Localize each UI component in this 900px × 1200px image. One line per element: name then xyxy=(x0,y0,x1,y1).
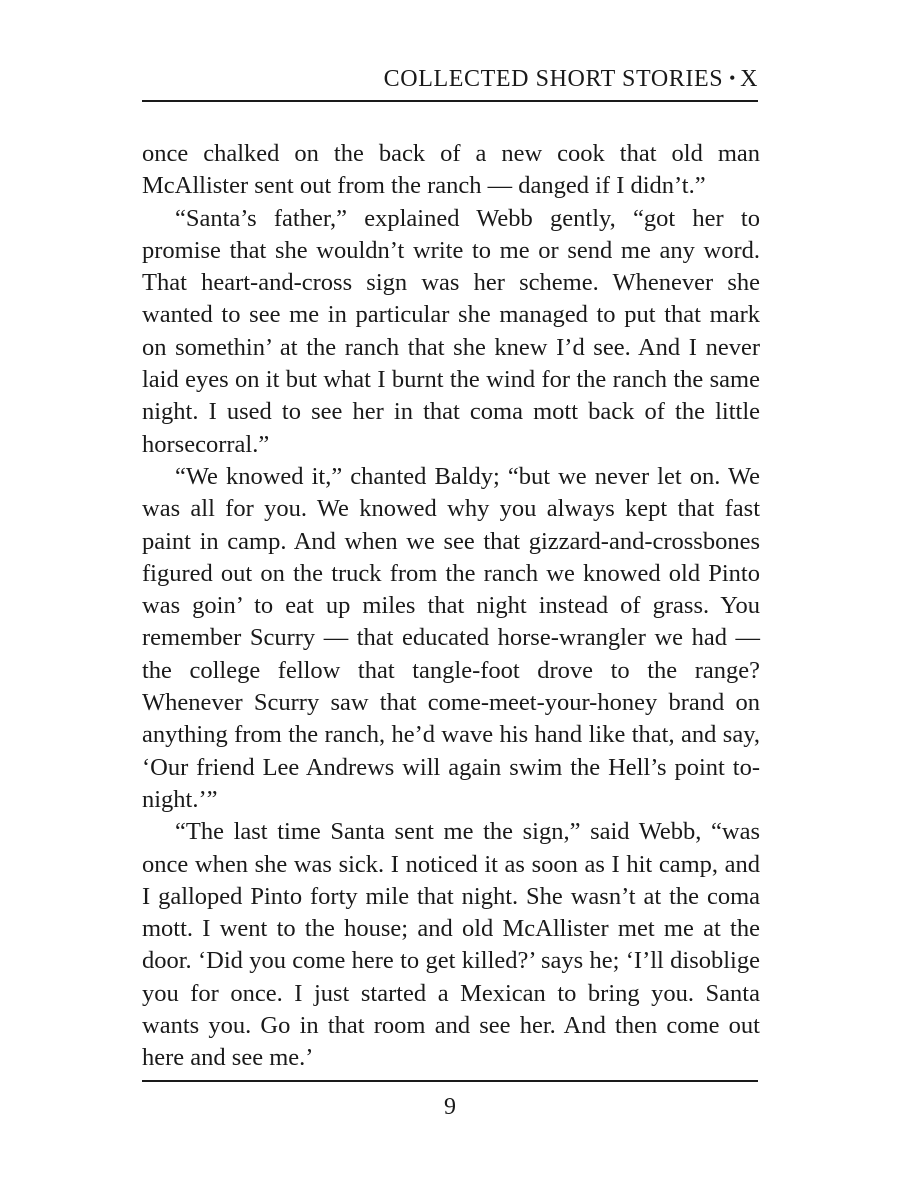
book-title: COLLECTED SHORT STORIES xyxy=(383,66,724,92)
bullet-separator: • xyxy=(729,68,737,88)
header-rule xyxy=(142,100,758,102)
paragraph-3: “We knowed it,” chanted Baldy; “but we never let on. We was all for you. We knowed why you always kept that fast paint in camp. And when we see that gizzard-and-crossbones figured out on the truck from the ranch we knowed old Pinto was goin’ to eat up miles that night instead of grass. You remember Scurry — that educated horse-wrangler we had — the college fellow that tangle-foot drove to the range? Whenever Scurry saw that come-meet-your-honey brand on anything from the ranch, he’d wave his hand like that, and say, ‘Our friend Lee Andrews will again swim the Hell’s point to-night.’” xyxy=(142,462,760,813)
paragraph-2: “Santa’s father,” explained Webb gently, “got her to promise that she wouldn’t write to me or send me any word. That heart-and-cross sign was her scheme. Whenever she wanted to see me in particular she managed to put that mark on somethin’ at the ranch that she knew I’d see. And I never laid eyes on it but what I burnt the wind for the ranch the same night. I used to see her in that coma mott back of the little horsecorral.” xyxy=(142,204,760,458)
paragraph-4: “The last time Santa sent me the sign,” said Webb, “was once when she was sick. I noticed it as soon as I hit camp, and I galloped Pinto forty mile that night. She wasn’t at the coma mott. I went to the house; and old McAllister met me at the door. ‘Did you come here to get killed?’ says he; ‘I’ll disoblige you for once. I just started a Mexican to bring you. Santa wants you. Go in that room and see her. And then come out here and see me.’ xyxy=(142,818,760,1072)
volume-number: X xyxy=(740,66,758,92)
story-text xyxy=(142,138,760,1075)
page-header xyxy=(142,62,758,100)
page-number: 9 xyxy=(444,1094,456,1120)
paragraph-1: once chalked on the back of a new cook that old man McAllister sent out from the ranch — danged if I didn’t.” xyxy=(142,140,760,200)
running-head xyxy=(384,66,758,93)
footer-rule xyxy=(142,1080,758,1082)
